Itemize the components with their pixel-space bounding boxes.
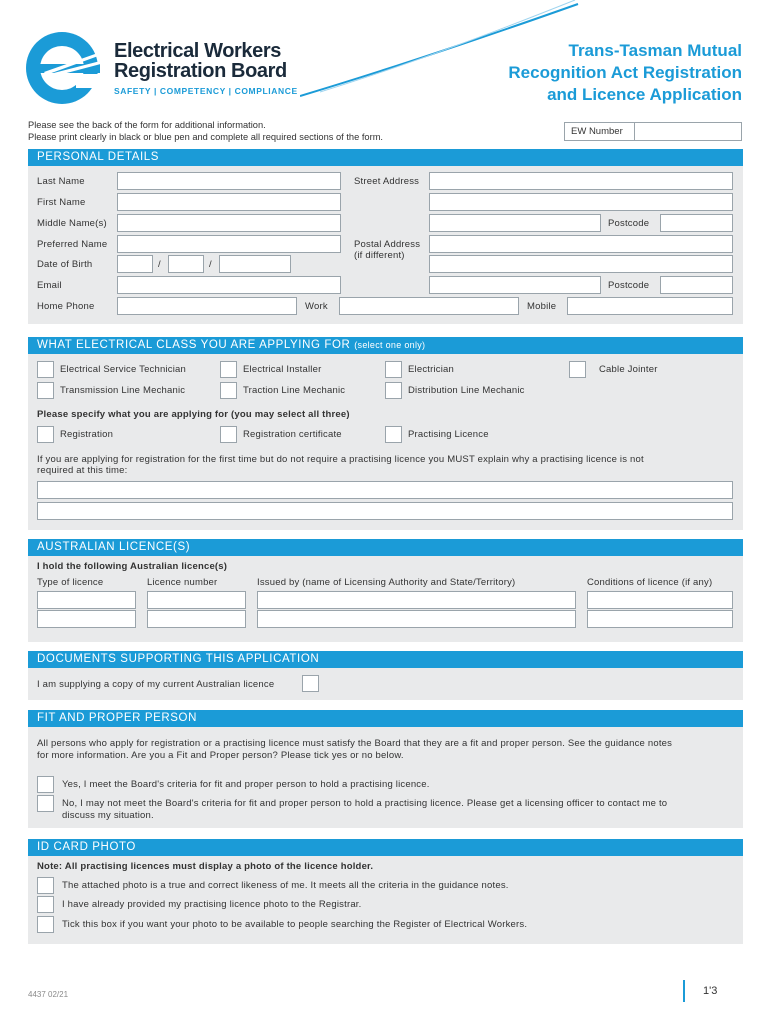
street-address-field[interactable] [429, 172, 733, 190]
middle-names-label: Middle Name(s) [37, 218, 107, 229]
licence-type-field[interactable] [37, 610, 136, 628]
personal-details-heading: PERSONAL DETAILS [28, 149, 743, 166]
class-heading-sub: (select one only) [354, 340, 426, 350]
documents-heading: DOCUMENTS SUPPORTING THIS APPLICATION [28, 651, 743, 668]
aus-licence-heading: AUSTRALIAN LICENCE(S) [28, 539, 743, 556]
dob-day-field[interactable] [117, 255, 153, 273]
option-transmission: Transmission Line Mechanic [60, 385, 186, 396]
specify-label: Please specify what you are applying for (you may select all three) [37, 409, 350, 420]
licence-issued-field[interactable] [257, 591, 576, 609]
explain-line1: If you are applying for registration for the first time but do not require a practising licence you MUST explain why a practising licence is not [37, 454, 644, 465]
checkbox-fit-no[interactable] [37, 795, 54, 812]
option-electrician: Electrician [408, 364, 455, 375]
postal-address-line2[interactable] [429, 255, 733, 273]
licence-conditions-field[interactable] [587, 591, 733, 609]
intro-line2: Please print clearly in black or blue pen and complete all required sections of the form. [28, 132, 384, 142]
form-title-line2: Recognition Act Registration [508, 63, 742, 82]
street-address-line3[interactable] [429, 214, 601, 232]
middle-names-field[interactable] [117, 214, 341, 232]
fit-yes-label: Yes, I meet the Board's criteria for fit and proper person to hold a practising licence. [62, 779, 430, 790]
dob-year-field[interactable] [219, 255, 291, 273]
checkbox-transmission[interactable] [37, 382, 54, 399]
explain-field-1[interactable] [37, 481, 733, 499]
checkbox-est[interactable] [37, 361, 54, 378]
ew-number-field[interactable] [564, 122, 742, 141]
ew-number-label: EW Number [565, 123, 635, 140]
licence-issued-field[interactable] [257, 610, 576, 628]
work-phone-label: Work [305, 301, 328, 312]
option-installer: Electrical Installer [243, 364, 322, 375]
checkbox-photo-public[interactable] [37, 916, 54, 933]
postcode-field[interactable] [660, 214, 733, 232]
checkbox-traction[interactable] [220, 382, 237, 399]
photo-public-label: Tick this box if you want your photo to be available to people searching the Register of Electrical Workers. [62, 919, 528, 930]
option-est: Electrical Service Technician [60, 364, 187, 375]
fit-proper-heading: FIT AND PROPER PERSON [28, 710, 743, 727]
page-divider [683, 980, 685, 1002]
org-name-line2: Registration Board [114, 60, 287, 82]
email-label: Email [37, 280, 62, 291]
mobile-field[interactable] [567, 297, 733, 315]
checkbox-photo-provided[interactable] [37, 896, 54, 913]
org-name-line1: Electrical Workers [114, 40, 281, 62]
street-address-label: Street Address [354, 176, 420, 187]
class-heading [28, 337, 743, 354]
col-number: Licence number [147, 577, 218, 588]
checkbox-photo-attached[interactable] [37, 877, 54, 894]
apply-registration: Registration [60, 429, 114, 440]
postal-if-different: (if different) [354, 250, 405, 261]
postal-address-line3[interactable] [429, 276, 601, 294]
first-name-field[interactable] [117, 193, 341, 211]
option-traction: Traction Line Mechanic [243, 385, 346, 396]
apply-registration-certificate: Registration certificate [243, 429, 342, 440]
postcode-label: Postcode [608, 218, 650, 229]
aus-licence-intro: I hold the following Australian licence(s) [37, 561, 228, 572]
licence-number-field[interactable] [147, 591, 246, 609]
postal-address-field[interactable] [429, 235, 733, 253]
form-title-line1: Trans-Tasman Mutual [568, 41, 742, 60]
checkbox-distribution[interactable] [385, 382, 402, 399]
explain-line2: required at this time: [37, 465, 128, 476]
dob-slash: / [209, 259, 212, 270]
form-intro [28, 119, 383, 143]
ewrb-logo-icon [24, 28, 114, 108]
email-field[interactable] [117, 276, 341, 294]
last-name-label: Last Name [37, 176, 85, 187]
id-photo-heading: ID CARD PHOTO [28, 839, 743, 856]
checkbox-installer[interactable] [220, 361, 237, 378]
col-conditions: Conditions of licence (if any) [587, 577, 713, 588]
col-type: Type of licence [37, 577, 104, 588]
option-distribution: Distribution Line Mechanic [408, 385, 525, 396]
fit-no-line2: discuss my situation. [62, 810, 154, 821]
checkbox-cable-jointer[interactable] [569, 361, 586, 378]
fit-no-line1: No, I may not meet the Board's criteria for fit and proper person to hold a practising licence. Please get a licensing officer to contact me to [62, 798, 668, 809]
id-photo-note: Note: All practising licences must display a photo of the licence holder. [37, 861, 374, 872]
last-name-field[interactable] [117, 172, 341, 190]
preferred-name-field[interactable] [117, 235, 341, 253]
form-title-line3: and Licence Application [547, 85, 742, 104]
documents-line: I am supplying a copy of my current Australian licence [37, 679, 275, 690]
checkbox-registration[interactable] [37, 426, 54, 443]
intro-line1: Please see the back of the form for additional information. [28, 120, 266, 130]
org-tagline: SAFETY | COMPETENCY | COMPLIANCE [114, 86, 298, 96]
postal-postcode-label: Postcode [608, 280, 650, 291]
home-phone-field[interactable] [117, 297, 297, 315]
mobile-label: Mobile [527, 301, 557, 312]
checkbox-registration-certificate[interactable] [220, 426, 237, 443]
work-phone-field[interactable] [339, 297, 519, 315]
class-heading-text: WHAT ELECTRICAL CLASS YOU ARE APPLYING FOR [37, 339, 351, 351]
licence-conditions-field[interactable] [587, 610, 733, 628]
photo-attached-label: The attached photo is a true and correct likeness of me. It meets all the criteria in the guidance notes. [62, 880, 509, 891]
dob-label: Date of Birth [37, 259, 93, 270]
page-number: 1'3 [703, 985, 718, 997]
first-name-label: First Name [37, 197, 86, 208]
checkbox-electrician[interactable] [385, 361, 402, 378]
checkbox-documents[interactable] [302, 675, 319, 692]
preferred-name-label: Preferred Name [37, 239, 108, 250]
home-phone-label: Home Phone [37, 301, 95, 312]
street-address-line2[interactable] [429, 193, 733, 211]
dob-slash: / [158, 259, 161, 270]
form-title [422, 40, 742, 106]
postal-postcode-field[interactable] [660, 276, 733, 294]
dob-month-field[interactable] [168, 255, 204, 273]
option-cable-jointer: Cable Jointer [599, 364, 658, 375]
fit-text-line2: for more information. Are you a Fit and Proper person? Please tick yes or no below. [37, 750, 404, 761]
apply-practising-licence: Practising Licence [408, 429, 489, 440]
photo-provided-label: I have already provided my practising licence photo to the Registrar. [62, 899, 362, 910]
col-issued-by: Issued by (name of Licensing Authority and State/Territory) [257, 577, 516, 588]
postal-address-text: Postal Address [354, 239, 421, 250]
checkbox-practising-licence[interactable] [385, 426, 402, 443]
licence-number-field[interactable] [147, 610, 246, 628]
fit-text-line1: All persons who apply for registration or a practising licence must satisfy the Board that they are a fit and proper person. See the guidance notes [37, 738, 673, 749]
licence-type-field[interactable] [37, 591, 136, 609]
form-code: 4437 02/21 [28, 990, 69, 999]
checkbox-fit-yes[interactable] [37, 776, 54, 793]
postal-address-label [354, 239, 420, 261]
explain-field-2[interactable] [37, 502, 733, 520]
